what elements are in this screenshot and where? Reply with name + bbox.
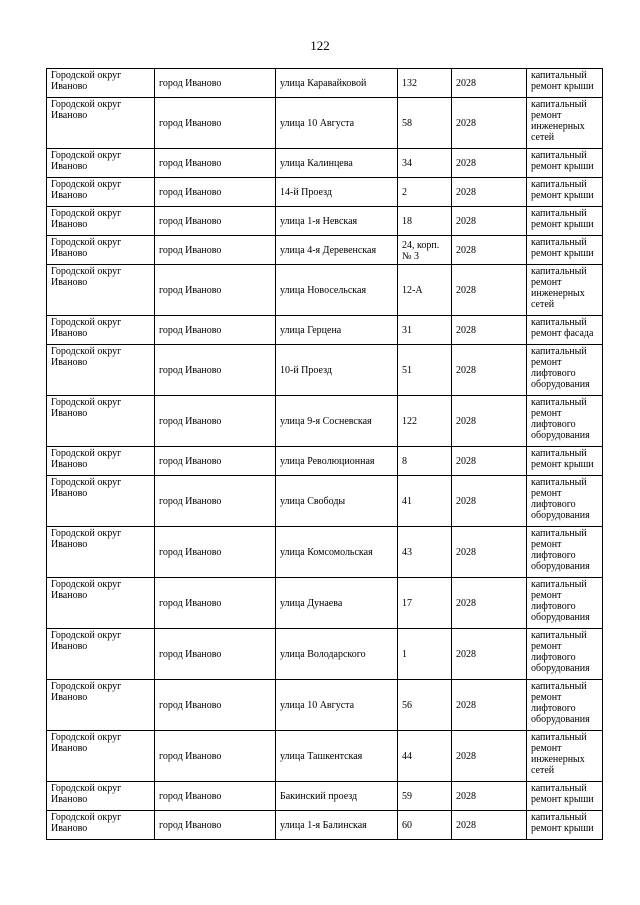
okrug-cell: Городской округ Иваново bbox=[47, 578, 155, 629]
year-cell: 2028 bbox=[452, 236, 527, 265]
house-cell: 60 bbox=[398, 811, 452, 840]
street-cell: 10-й Проезд bbox=[276, 345, 398, 396]
table-row bbox=[47, 236, 603, 265]
year-cell: 2028 bbox=[452, 178, 527, 207]
table-row bbox=[47, 98, 603, 149]
work-type-cell: капитальный ремонт крыши bbox=[527, 178, 603, 207]
work-type-cell: капитальный ремонт крыши bbox=[527, 447, 603, 476]
city-cell: город Иваново bbox=[155, 578, 276, 629]
city-cell: город Иваново bbox=[155, 527, 276, 578]
year-cell: 2028 bbox=[452, 149, 527, 178]
year-cell: 2028 bbox=[452, 629, 527, 680]
year-cell: 2028 bbox=[452, 345, 527, 396]
street-cell: улица Каравайковой bbox=[276, 69, 398, 98]
table-row bbox=[47, 476, 603, 527]
house-cell: 122 bbox=[398, 396, 452, 447]
street-cell: улица Революционная bbox=[276, 447, 398, 476]
okrug-cell: Городской округ Иваново bbox=[47, 680, 155, 731]
table-row bbox=[47, 178, 603, 207]
work-type-cell: капитальный ремонт инженерных сетей bbox=[527, 731, 603, 782]
year-cell: 2028 bbox=[452, 527, 527, 578]
house-cell: 24, корп. № 3 bbox=[398, 236, 452, 265]
okrug-cell: Городской округ Иваново bbox=[47, 207, 155, 236]
table-row bbox=[47, 149, 603, 178]
city-cell: город Иваново bbox=[155, 396, 276, 447]
street-cell: 14-й Проезд bbox=[276, 178, 398, 207]
year-cell: 2028 bbox=[452, 782, 527, 811]
house-cell: 17 bbox=[398, 578, 452, 629]
work-type-cell: капитальный ремонт крыши bbox=[527, 236, 603, 265]
city-cell: город Иваново bbox=[155, 149, 276, 178]
street-cell: Бакинский проезд bbox=[276, 782, 398, 811]
work-type-cell: капитальный ремонт лифтового оборудования bbox=[527, 345, 603, 396]
house-cell: 34 bbox=[398, 149, 452, 178]
year-cell: 2028 bbox=[452, 578, 527, 629]
okrug-cell: Городской округ Иваново bbox=[47, 476, 155, 527]
table-row bbox=[47, 578, 603, 629]
city-cell: город Иваново bbox=[155, 207, 276, 236]
street-cell: улица Комсомольская bbox=[276, 527, 398, 578]
street-cell: улица Володарского bbox=[276, 629, 398, 680]
house-cell: 56 bbox=[398, 680, 452, 731]
year-cell: 2028 bbox=[452, 316, 527, 345]
city-cell: город Иваново bbox=[155, 178, 276, 207]
year-cell: 2028 bbox=[452, 207, 527, 236]
table-row bbox=[47, 629, 603, 680]
work-type-cell: капитальный ремонт лифтового оборудования bbox=[527, 578, 603, 629]
house-cell: 1 bbox=[398, 629, 452, 680]
street-cell: улица 4-я Деревенская bbox=[276, 236, 398, 265]
street-cell: улица Дунаева bbox=[276, 578, 398, 629]
work-type-cell: капитальный ремонт крыши bbox=[527, 811, 603, 840]
table-row bbox=[47, 680, 603, 731]
street-cell: улица 1-я Невская bbox=[276, 207, 398, 236]
house-cell: 12-А bbox=[398, 265, 452, 316]
work-type-cell: капитальный ремонт лифтового оборудования bbox=[527, 527, 603, 578]
table-row bbox=[47, 207, 603, 236]
table-row bbox=[47, 265, 603, 316]
street-cell: улица Новосельская bbox=[276, 265, 398, 316]
table-row bbox=[47, 731, 603, 782]
okrug-cell: Городской округ Иваново bbox=[47, 629, 155, 680]
year-cell: 2028 bbox=[452, 69, 527, 98]
house-cell: 31 bbox=[398, 316, 452, 345]
city-cell: город Иваново bbox=[155, 316, 276, 345]
table-row bbox=[47, 811, 603, 840]
year-cell: 2028 bbox=[452, 476, 527, 527]
house-cell: 58 bbox=[398, 98, 452, 149]
street-cell: улица 10 Августа bbox=[276, 680, 398, 731]
table-row bbox=[47, 69, 603, 98]
work-type-cell: капитальный ремонт крыши bbox=[527, 207, 603, 236]
okrug-cell: Городской округ Иваново bbox=[47, 527, 155, 578]
city-cell: город Иваново bbox=[155, 345, 276, 396]
street-cell: улица 1-я Балинская bbox=[276, 811, 398, 840]
okrug-cell: Городской округ Иваново bbox=[47, 447, 155, 476]
city-cell: город Иваново bbox=[155, 731, 276, 782]
house-cell: 8 bbox=[398, 447, 452, 476]
work-type-cell: капитальный ремонт инженерных сетей bbox=[527, 265, 603, 316]
work-type-cell: капитальный ремонт инженерных сетей bbox=[527, 98, 603, 149]
okrug-cell: Городской округ Иваново bbox=[47, 236, 155, 265]
work-type-cell: капитальный ремонт лифтового оборудования bbox=[527, 680, 603, 731]
page-number: 122 bbox=[310, 38, 330, 53]
okrug-cell: Городской округ Иваново bbox=[47, 345, 155, 396]
street-cell: улица Калинцева bbox=[276, 149, 398, 178]
city-cell: город Иваново bbox=[155, 236, 276, 265]
work-type-cell: капитальный ремонт крыши bbox=[527, 149, 603, 178]
street-cell: улица Свободы bbox=[276, 476, 398, 527]
okrug-cell: Городской округ Иваново bbox=[47, 811, 155, 840]
okrug-cell: Городской округ Иваново bbox=[47, 69, 155, 98]
year-cell: 2028 bbox=[452, 731, 527, 782]
house-cell: 43 bbox=[398, 527, 452, 578]
street-cell: улица Ташкентская bbox=[276, 731, 398, 782]
year-cell: 2028 bbox=[452, 265, 527, 316]
table-row bbox=[47, 782, 603, 811]
okrug-cell: Городской округ Иваново bbox=[47, 265, 155, 316]
street-cell: улица 9-я Сосневская bbox=[276, 396, 398, 447]
okrug-cell: Городской округ Иваново bbox=[47, 396, 155, 447]
house-cell: 2 bbox=[398, 178, 452, 207]
city-cell: город Иваново bbox=[155, 69, 276, 98]
okrug-cell: Городской округ Иваново bbox=[47, 782, 155, 811]
year-cell: 2028 bbox=[452, 98, 527, 149]
work-type-cell: капитальный ремонт лифтового оборудования bbox=[527, 476, 603, 527]
table-row bbox=[47, 527, 603, 578]
city-cell: город Иваново bbox=[155, 782, 276, 811]
year-cell: 2028 bbox=[452, 396, 527, 447]
house-cell: 59 bbox=[398, 782, 452, 811]
work-type-cell: капитальный ремонт лифтового оборудования bbox=[527, 629, 603, 680]
city-cell: город Иваново bbox=[155, 680, 276, 731]
work-type-cell: капитальный ремонт крыши bbox=[527, 69, 603, 98]
table-row bbox=[47, 396, 603, 447]
street-cell: улица Герцена bbox=[276, 316, 398, 345]
work-type-cell: капитальный ремонт фасада bbox=[527, 316, 603, 345]
work-type-cell: капитальный ремонт лифтового оборудования bbox=[527, 396, 603, 447]
house-cell: 41 bbox=[398, 476, 452, 527]
city-cell: город Иваново bbox=[155, 811, 276, 840]
okrug-cell: Городской округ Иваново bbox=[47, 731, 155, 782]
table-row bbox=[47, 316, 603, 345]
repair-schedule-table bbox=[46, 68, 603, 840]
house-cell: 44 bbox=[398, 731, 452, 782]
street-cell: улица 10 Августа bbox=[276, 98, 398, 149]
year-cell: 2028 bbox=[452, 811, 527, 840]
house-cell: 51 bbox=[398, 345, 452, 396]
work-type-cell: капитальный ремонт крыши bbox=[527, 782, 603, 811]
city-cell: город Иваново bbox=[155, 629, 276, 680]
table-row bbox=[47, 447, 603, 476]
city-cell: город Иваново bbox=[155, 265, 276, 316]
year-cell: 2028 bbox=[452, 447, 527, 476]
okrug-cell: Городской округ Иваново bbox=[47, 149, 155, 178]
year-cell: 2028 bbox=[452, 680, 527, 731]
city-cell: город Иваново bbox=[155, 476, 276, 527]
okrug-cell: Городской округ Иваново bbox=[47, 98, 155, 149]
city-cell: город Иваново bbox=[155, 447, 276, 476]
okrug-cell: Городской округ Иваново bbox=[47, 316, 155, 345]
city-cell: город Иваново bbox=[155, 98, 276, 149]
house-cell: 18 bbox=[398, 207, 452, 236]
house-cell: 132 bbox=[398, 69, 452, 98]
table-row bbox=[47, 345, 603, 396]
okrug-cell: Городской округ Иваново bbox=[47, 178, 155, 207]
